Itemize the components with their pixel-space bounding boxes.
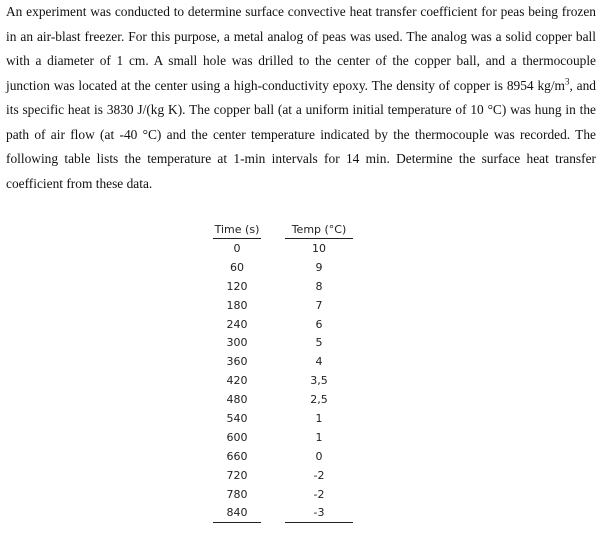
cell-gap	[261, 485, 285, 504]
cell-temp: 1	[315, 430, 323, 444]
temperature-table	[213, 220, 353, 523]
cell-time: 840	[213, 503, 261, 522]
cell-time: 600	[226, 430, 248, 444]
table-row	[213, 296, 353, 315]
cell-time: 120	[226, 279, 248, 293]
cell-time: 180	[226, 298, 248, 312]
cell-time: 300	[226, 336, 248, 350]
cell-gap	[261, 352, 285, 371]
cell-temp: 6	[315, 317, 323, 331]
table-row	[213, 503, 353, 522]
cell-temp: -3	[285, 503, 353, 522]
cell-time: 360	[226, 355, 248, 369]
cell-gap	[261, 296, 285, 315]
table-row	[213, 466, 353, 485]
cell-temp: 8	[315, 279, 323, 293]
cell-gap	[261, 428, 285, 447]
table-row	[213, 352, 353, 371]
problem-paragraph	[6, 0, 596, 196]
cell-time: 720	[226, 468, 248, 482]
cell-temp: 3,5	[310, 374, 328, 388]
table-row	[213, 277, 353, 296]
problem-text-part2: , and its specific heat is 3830 J/(kg K). The copper ball (at a uniform initial temperature of 10 °C) was hung in the path of air flow (at -40 °C) and the center temperature indicated by the thermocouple was recorded. The following table lists the temperature at 1-min intervals for 14 min. Determine the surface heat transfer coefficient from these data.	[6, 77, 596, 191]
temperature-table-container	[213, 220, 353, 523]
problem-text-part1: An experiment was conducted to determine surface convective heat transfer coefficient for peas being frozen in an air-blast freezer. For this purpose, a metal analog of peas was used. The analog was a solid copper ball with a diameter of 1 cm. A small hole was drilled to the center of the copper ball, and a thermocouple junction was located at the center using a high-conductivity epoxy. The density of copper is 8954 kg/m	[6, 4, 596, 93]
cell-gap	[261, 239, 285, 258]
table-row	[213, 409, 353, 428]
cell-gap	[261, 409, 285, 428]
cell-time: 480	[226, 393, 248, 407]
cell-gap	[261, 503, 285, 522]
table-row	[213, 485, 353, 504]
cell-gap	[261, 466, 285, 485]
cell-temp: 7	[315, 298, 323, 312]
cell-time: 780	[226, 487, 248, 501]
cell-temp: -2	[313, 487, 325, 501]
cell-gap	[261, 333, 285, 352]
cell-temp: 10	[312, 241, 326, 255]
cell-time: 420	[226, 374, 248, 388]
cell-gap	[261, 390, 285, 409]
cell-time: 240	[226, 317, 248, 331]
cell-time: 0	[233, 241, 241, 255]
cell-gap	[261, 447, 285, 466]
table-row	[213, 428, 353, 447]
cell-temp: 5	[315, 336, 323, 350]
table-row	[213, 239, 353, 258]
cell-temp: 0	[315, 449, 323, 463]
table-row	[213, 315, 353, 334]
cell-time: 660	[226, 449, 248, 463]
cell-temp: 1	[315, 411, 323, 425]
table-row	[213, 390, 353, 409]
header-time: Time (s)	[213, 220, 261, 239]
cell-gap	[261, 315, 285, 334]
cell-gap	[261, 371, 285, 390]
cell-time: 60	[230, 260, 244, 274]
table-row	[213, 371, 353, 390]
cell-time: 540	[226, 411, 248, 425]
table-row	[213, 333, 353, 352]
table-body	[213, 239, 353, 523]
cell-temp: -2	[313, 468, 325, 482]
problem-statement	[6, 0, 596, 196]
cell-gap	[261, 277, 285, 296]
unit-superscript: 3	[564, 76, 570, 87]
table-row	[213, 447, 353, 466]
table-row	[213, 258, 353, 277]
header-temp: Temp (°C)	[285, 220, 353, 239]
cell-temp: 2,5	[310, 393, 328, 407]
header-gap	[261, 220, 285, 239]
table-header-row	[213, 220, 353, 239]
cell-gap	[261, 258, 285, 277]
cell-temp: 9	[315, 260, 323, 274]
cell-temp: 4	[315, 355, 323, 369]
